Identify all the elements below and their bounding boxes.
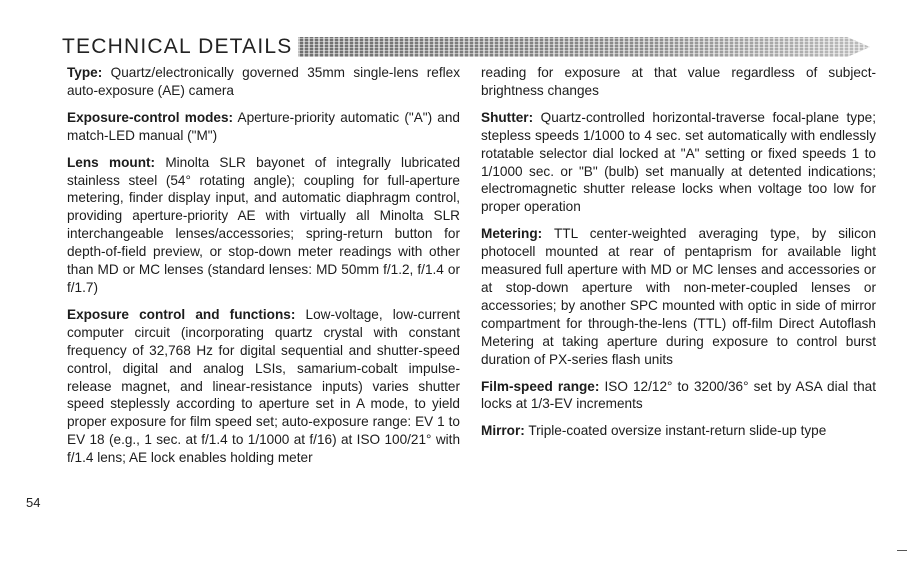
spec-text: Triple-coated oversize instant-return slide-up type (524, 423, 827, 439)
spec-text: Quartz/electronically governed 35mm single-lens reflex auto-exposure (AE) camera (67, 65, 460, 98)
edge-mark (897, 550, 907, 551)
spec-entry-metering (481, 225, 876, 368)
spec-text: Quartz-controlled horizontal-traverse focal-plane type; stepless speeds 1/1000 to 4 sec. set automatically with endlessly rotatable selector dial locked at "A" setting or fixed speeds 1 to 1/1000 sec. or "B" (bulb) set manually at detented indications; electromagnetic shutter release locks when voltage too low for proper operation (481, 109, 876, 215)
spec-entry-shutter (481, 109, 876, 216)
spec-entry-continuation (481, 64, 876, 100)
spec-text: Low-voltage, low-current computer circuit (incorporating quartz crystal with constant frequency of 32,768 Hz for digital sequential and shutter-speed control, digital and analog LSIs, samarium-cobalt impulse-release magnet, and linear-resistance inputs) varies shutter speed steplessly according to aperture set in A mode, to yield proper exposure for film speed set; auto-exposure range: EV 1 to EV 18 (e.g., 1 sec. at f/1.4 to 1/1000 at f/16) at ISO 100/21° with f/1.4 lens; AE lock enables holding meter (67, 306, 460, 466)
spec-term: Metering: (481, 226, 543, 242)
spec-term: Type: (67, 65, 103, 80)
spec-text: TTL center-weighted averaging type, by silicon photocell mounted at rear of pentaprism for available light measured full aperture with MD or MC lenses and accessories or at stop-down aperture with non-meter-coupled lenses or accessories; by another SPC mounted with optic in side of mirror compartment for through-the-lens (TTL) off-film Direct Autoflash Metering at taking aperture during exposure to control burst duration of PX-series flash units (481, 226, 876, 367)
spec-entry-exposure-control (67, 306, 460, 467)
spec-text: Aperture-priority automatic ("A") and match-LED manual ("M") (67, 109, 460, 143)
right-column (481, 64, 876, 449)
spec-entry-exposure-modes (67, 109, 460, 145)
spec-term: Film-speed range: (481, 378, 600, 394)
spec-entry-type (67, 64, 460, 100)
spec-text: reading for exposure at that value regardless of subject-brightness changes (481, 65, 876, 98)
section-title: TECHNICAL DETAILS (62, 35, 293, 58)
spec-entry-mirror (481, 422, 876, 440)
spec-term: Exposure control and functions: (67, 306, 296, 322)
spec-term: Shutter: (481, 109, 534, 125)
header-decorative-band (298, 37, 870, 57)
section-header (62, 34, 872, 60)
spec-text: ISO 12/12° to 3200/36° set by ASA dial that locks at 1/3-EV increments (481, 378, 876, 412)
page-number: 54 (26, 495, 41, 510)
spec-term: Exposure-control modes: (67, 109, 234, 125)
spec-text: Minolta SLR bayonet of integrally lubricated stainless steel (54° rotating angle); coupling for full-aperture metering, finder display input, and automatic diaphragm control, providing aperture-priority AE with virtually all Minolta SLR interchangeable lenses/accessories; spring-return button for depth-of-field preview, or stop-down meter readings with other than MD or MC lenses (standard lenses: MD 50mm f/1.2, f/1.4 or f/1.7) (67, 154, 461, 295)
spec-term: Lens mount: (67, 154, 156, 170)
spec-entry-lens-mount (67, 154, 460, 297)
spec-term: Mirror: (481, 423, 525, 439)
spec-entry-film-speed (481, 378, 876, 414)
left-column (67, 64, 460, 476)
